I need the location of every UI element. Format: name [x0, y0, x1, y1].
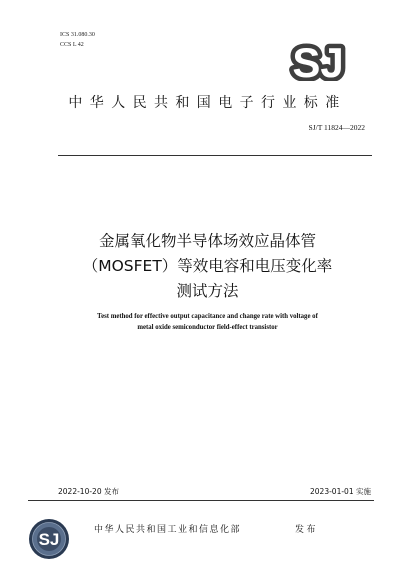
seal-text: SJ [38, 530, 60, 549]
classification-codes [60, 30, 95, 50]
implementation-date: 2023-01-01 实施 [310, 487, 371, 496]
chinese-title-line: 金属氧化物半导体场效应晶体管 [98, 232, 316, 250]
chinese-title [0, 229, 415, 304]
footer-divider [28, 500, 374, 501]
sj-logo-text: SJ [292, 41, 344, 81]
header-divider [58, 155, 372, 156]
english-title-line: metal oxide semiconductor field-effect transistor [137, 324, 278, 331]
standard-number: SJ/T 11824—2022 [308, 123, 365, 132]
publish-label: 发布 [295, 525, 319, 535]
english-title [0, 311, 415, 333]
chinese-title-line: 测试方法 [176, 282, 239, 300]
ics-code: ICS 31.080.30 [60, 32, 95, 38]
ministry-seal-icon [28, 518, 70, 560]
publisher-name: 中华人民共和国工业和信息化部 [94, 525, 242, 535]
issue-date: 2022-10-20 发布 [58, 487, 119, 496]
english-title-line: Test method for effective output capacitance and change rate with voltage of [97, 313, 318, 320]
standard-category-title: 中华人民共和国电子行业标准 [68, 95, 347, 111]
chinese-title-line: （MOSFET）等效电容和电压变化率 [82, 257, 333, 275]
sj-logo [287, 41, 349, 81]
ccs-code: CCS L 42 [60, 42, 84, 48]
